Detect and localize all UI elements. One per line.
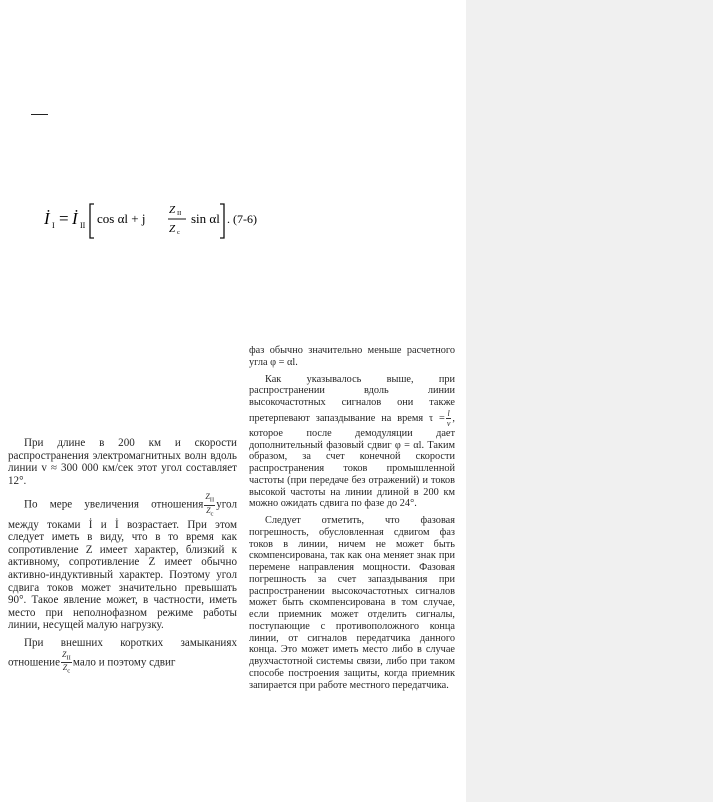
- formula-rhs-current: İ: [72, 209, 78, 228]
- ratio2-den-sub: c: [67, 667, 71, 675]
- ratio-num-sub: II: [209, 496, 215, 504]
- left-paragraph-3-tail: мало и поэтому сдвиг: [72, 656, 176, 669]
- left-paragraph-2-lead: По мере увеличения отношения: [24, 499, 204, 512]
- ratio2-num-sub: II: [66, 654, 71, 662]
- left-bracket: [90, 204, 94, 238]
- right-bracket: [220, 204, 224, 238]
- formula-lhs-sub: I: [52, 221, 55, 230]
- formula-number: . (7-6): [227, 212, 257, 226]
- delay-num: l: [447, 408, 450, 418]
- formula-sin-term: sin αl: [191, 211, 220, 226]
- left-paragraph-2-body: угол между токами İ и İ возрастает. При этом следует иметь в виду, что в то время как сопротивление Z имеет характер, близкий к активному, сопротивление Z имеет обычно активно-индуктивный характер. Поэтому угол сдвига токов может значительно превышать 90°. Такое явление может, в частности, иметь место при неполнофазном режиме работы линии, несущей малую нагрузку.: [8, 499, 237, 632]
- ratio-num: Z: [205, 492, 210, 502]
- formula-lhs: İ: [44, 209, 50, 228]
- right-paragraph-2-lead: Как указывалось выше, при распространении вдоль линии высокочастотных сигналов они также претерпевают запаздывание на время τ =: [249, 373, 455, 424]
- left-paragraph-3: [8, 637, 237, 676]
- left-paragraph-1: При длине в 200 км и скорости распространения электромагнитных волн вдоль линии v ≈ 300 000 км/сек этот угол составляет 12°.: [8, 437, 237, 487]
- formula-frac-den-sub: c: [177, 229, 180, 236]
- ratio-den-sub: c: [210, 510, 214, 518]
- formula-frac-den: Z: [169, 223, 176, 235]
- ratio-fraction: [204, 492, 215, 518]
- left-text-column: [8, 437, 237, 676]
- formula-rhs-current-sub: II: [80, 221, 86, 230]
- right-paragraph-3: Следует отметить, что фазовая погрешность, обусловленная сдвигом фаз токов в линии, ничем не может быть скомпенсирована, так как она меняет знак при перемене направления мощности. Фазовая погрешность за счет запаздывания при распространении высокочастотных сигналов может быть скомпенсирована в том случае, если приемник может отделить сигналы, поступающие с противоположного конца линии, от сигналов передатчика данного конца. Это может иметь место либо в случае двухчастотной системы связи, либо при таком способе построения защиты, когда приемник запирается при работе местного передатчика.: [249, 515, 455, 691]
- formula-frac-num-sub: II: [177, 210, 182, 217]
- formula-frac-num: Z: [169, 204, 176, 216]
- left-paragraph-2: [8, 492, 237, 632]
- delay-fraction: [446, 409, 452, 428]
- right-margin-panel: [466, 0, 713, 802]
- right-paragraph-2: [249, 374, 455, 511]
- left-paragraph-3-lead: При внешних коротких замыканиях отношение: [8, 636, 237, 669]
- formula-equals: =: [59, 209, 69, 228]
- overline-mark: [31, 114, 48, 115]
- ratio-fraction-2: [61, 650, 72, 676]
- ratio-den: Z: [206, 505, 211, 515]
- ratio2-den: Z: [62, 663, 68, 673]
- ratio2-num: Z: [62, 649, 67, 659]
- formula-cos-term: cos αl + j: [97, 211, 146, 226]
- delay-den: v: [446, 418, 451, 428]
- right-paragraph-2-body: , которое после демодуляции дает дополнительный фазовый сдвиг φ = αl. Таким образом, за счет конечной скорости распространения токов промышленной частоты (при передаче без отражений) и токов высокой частоты на линии длиной в 200 км можно ожидать сдвига по фазе до 24°.: [249, 412, 455, 510]
- equation-7-6: [44, 196, 264, 242]
- right-text-column: [249, 345, 455, 691]
- right-paragraph-1: фаз обычно значительно меньше расчетного угла φ = αl.: [249, 345, 455, 368]
